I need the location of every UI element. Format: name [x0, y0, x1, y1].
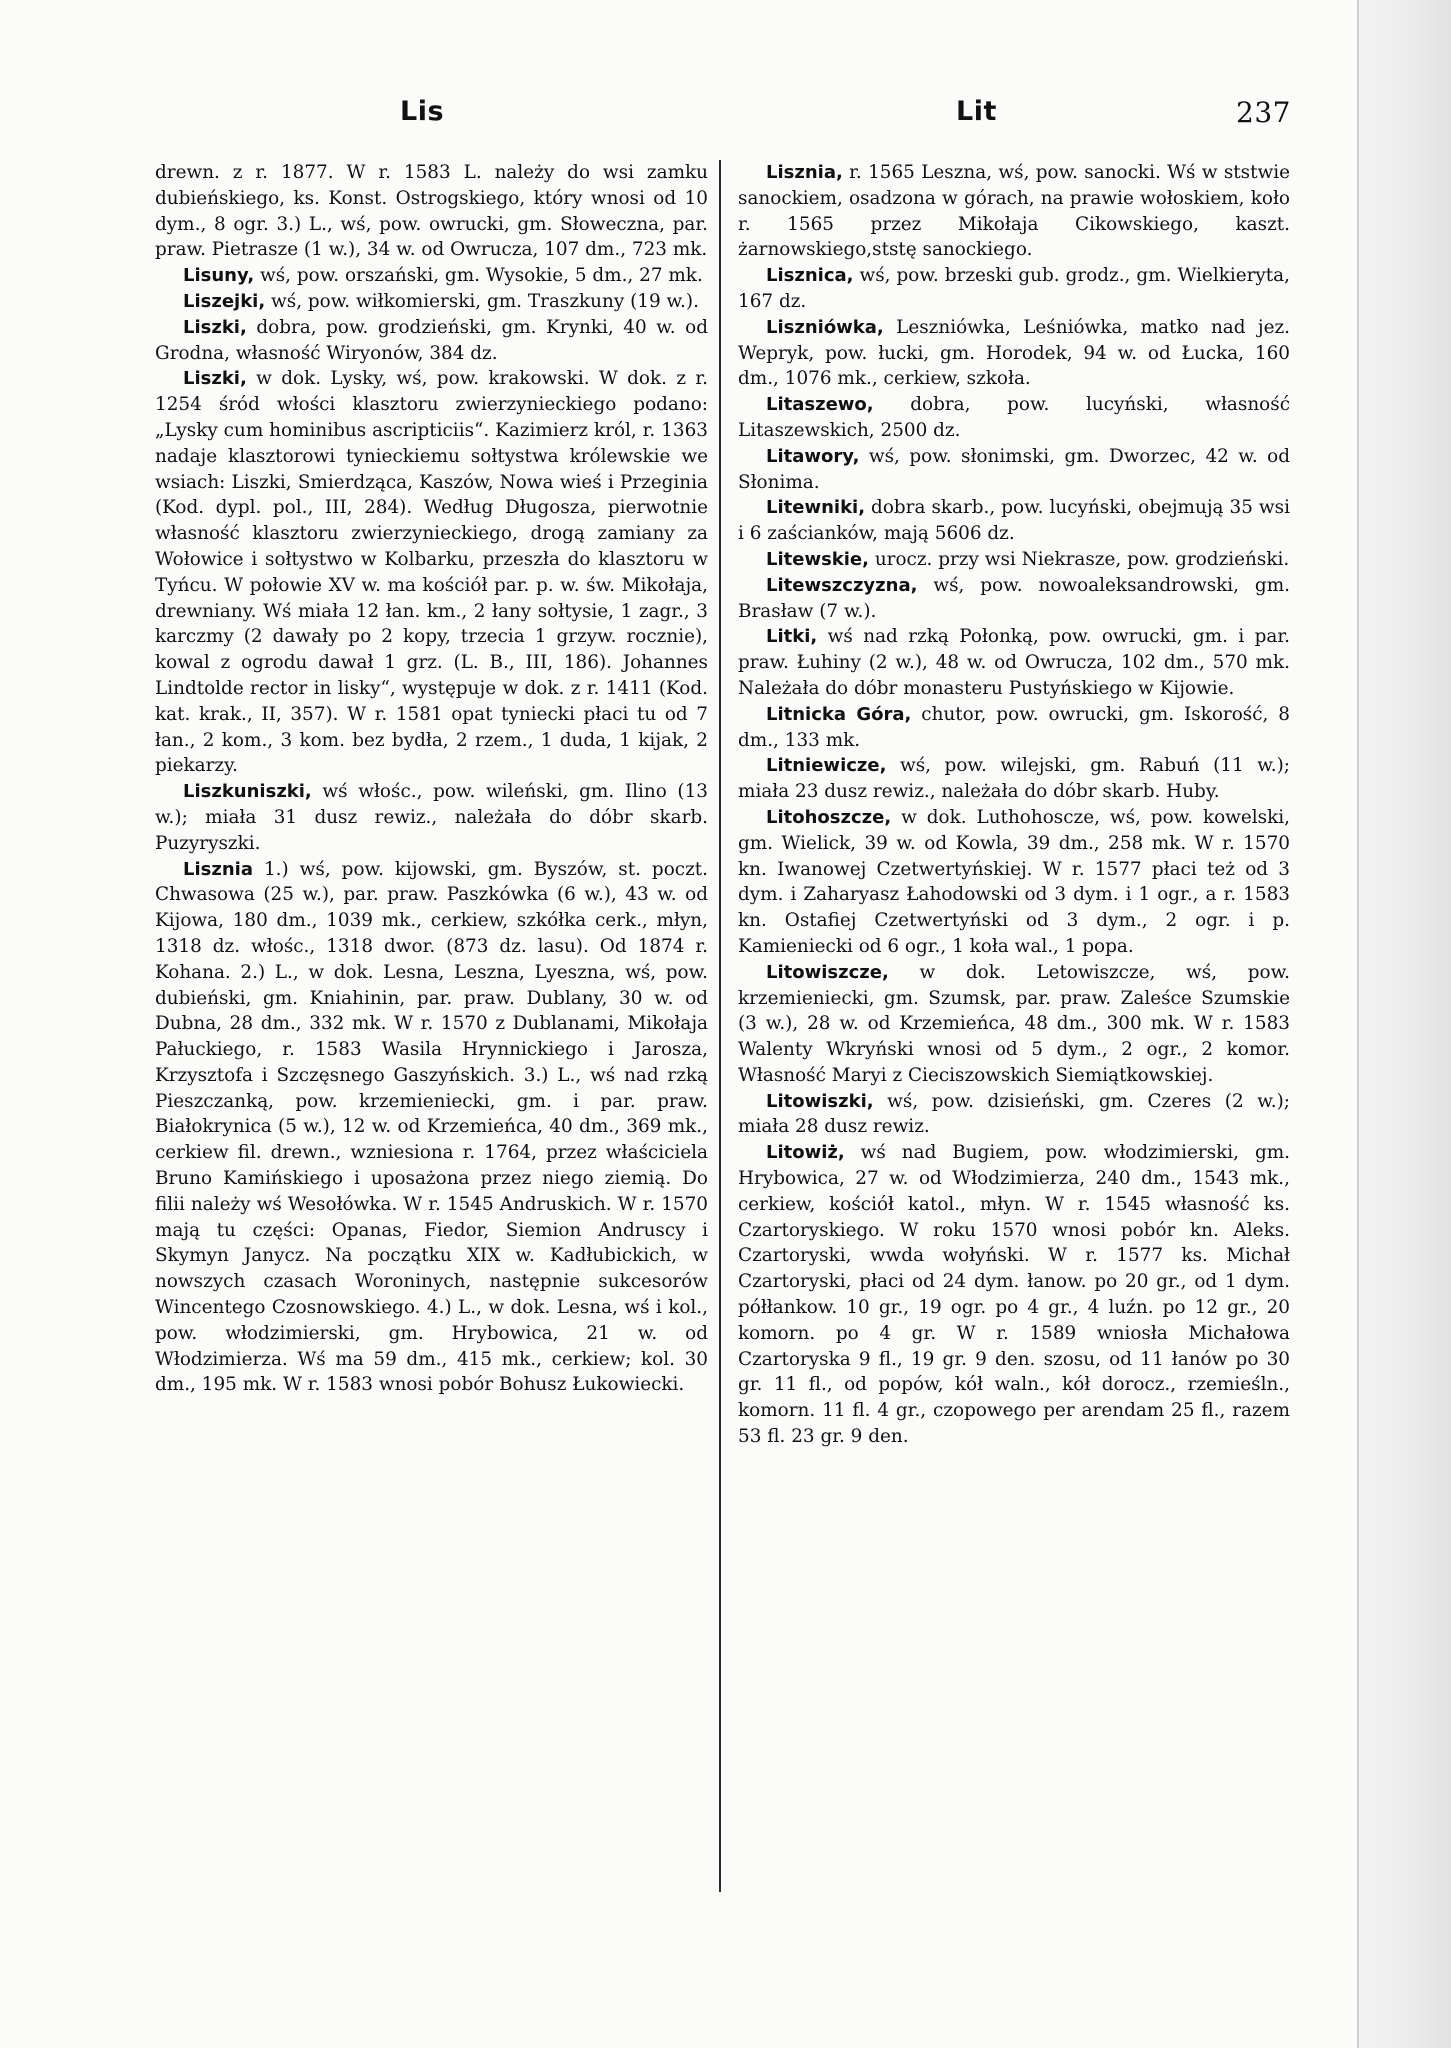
entry	[738, 1089, 1290, 1141]
entry	[738, 960, 1290, 1089]
entry-text: wś, pow. słonimski, gm. Dworzec, 42 w. od Słonima.	[738, 445, 1290, 493]
entry	[155, 366, 708, 779]
right-column	[738, 160, 1290, 1450]
entry-text: wś, pow. brzeski gub. grodz., gm. Wielkieryta, 167 dz.	[738, 265, 1290, 312]
entry-headword: Lisznia,	[766, 162, 843, 183]
entry-text: dobra, pow. grodzieński, gm. Krynki, 40 w. od Grodna, własność Wiryonów, 384 dz.	[155, 316, 708, 364]
entry-text: w dok. Letowiszcze, wś, pow. krzemieniecki, gm. Szumsk, par. praw. Zaleśce Szumskie (3 w.), 28 w. od Krzemieńca, 48 dm., 300 mk. W r. 1583 Walenty Wkryński wnosi od 5 dym., 2 ogr., 2 komor. Własność Maryi z Cieciszowskich Siemiątkowskiej.	[738, 961, 1290, 1086]
entry	[155, 857, 708, 1399]
entry-text: urocz. przy wsi Niekrasze, pow. grodzieński.	[868, 548, 1290, 570]
entry-text: wś, pow. orszański, gm. Wysokie, 5 dm., 27 mk.	[254, 265, 703, 287]
running-head-center: Lit	[956, 96, 997, 127]
entry	[738, 624, 1290, 701]
entry-text: w dok. Luthohoscze, wś, pow. kowelski, gm. Wielick, 39 w. od Kowla, 39 dm., 258 mk. W r. 1570 kn. Iwanowej Czetwertyńskiej. W r. 1577 płaci też od 3 dym. i Zaharyasz Łahodowski od 3 dym. i 1 ogr., a r. 1583 kn. Ostafiej Czetwertyński od 3 dym., 2 ogr. i p. Kamieniecki od 6 ogr., 1 koła wal., 1 popa.	[738, 806, 1290, 957]
entry-text: wś, pow. wiłkomierski, gm. Traszkuny (19 w.).	[265, 290, 699, 312]
entry	[738, 573, 1290, 625]
entry-headword: Lisuny,	[183, 265, 255, 287]
entry-text: r. 1565 Leszna, wś, pow. sanocki. Wś w ststwie sanockiem, osadzona w górach, na prawie wołoskiem, koło r. 1565 przez Mikołaja Cikowskiego, kaszt. żarnowskiego,ststę sanockiego.	[738, 162, 1290, 261]
entry-headword: Litnicka Góra,	[766, 703, 912, 725]
entry	[738, 444, 1290, 496]
entry	[155, 779, 708, 856]
entry-headword: Litowiż,	[766, 1142, 845, 1164]
entry-text: wś nad Bugiem, pow. włodzimierski, gm. Hrybowica, 27 w. od Włodzimierza, 240 dm., 1543 mk., cerkiew, kościół katol., młyn. W r. 1545 własność ks. Czartoryskiego. W roku 1570 wnosi pobór kn. Aleks. Czartoryski, wwda wołyński. W r. 1577 ks. Michał Czartoryski, płaci od 24 dym. łanow. po 20 gr., od 1 dym. półłankow. 10 gr., 19 ogr. po 4 gr., 4 luźn. po 12 gr., 20 komorn. po 4 gr. W r. 1589 wniosła Michałowa Czartoryska 9 fl., 19 gr. 9 den. szosu, od 11 łanów po 30 gr. 11 fl., od popów, kół waln., kół dorocz., rzemieśln., komorn. 11 fl. 4 gr., czopowego per arendam 25 fl., razem 53 fl. 23 gr. 9 den.	[738, 1142, 1290, 1448]
entry	[738, 753, 1290, 805]
entry-headword: Liszejki,	[183, 290, 266, 312]
entry	[738, 547, 1290, 573]
entry	[155, 289, 708, 315]
entry-text: w dok. Lysky, wś, pow. krakowski. W dok. z r. 1254 śród włości klasztoru zwierzynieckiego podano: „Lysky cum hominibus ascripticiis“. Kazimierz król, r. 1363 nadaje klasztorowi tynieckiemu sołtystwa królewskie we wsiach: Liszki, Smierdząca, Kaszów, Nowa wieś i Przeginia (Kod. dypl. pol., III, 284). Według Długosza, pierwotnie własność klasztoru zwierzynieckiego, drogą zamiany za Wołowice i sołtystwo w Kolbarku, przeszła do klasztoru w Tyńcu. W połowie XV w. ma kościół par. p. w. św. Mikołaja, drewniany. Wś miała 12 łan. km., 2 łany sołtysie, 1 zagr., 3 karczmy (2 dawały po 2 kopy, trzecia 1 grzyw. rocznie), kowal z ogrodu dawał 1 grz. (L. B., III, 186). Johannes Lindtolde rector in lisky“, występuje w dok. z r. 1411 (Kod. kat. krak., II, 357). W r. 1581 opat tyniecki płaci tu od 7 łan., 2 kom., 3 kom. bez bydła, 2 rzem., 1 duda, 1 kijak, 2 piekarzy.	[155, 368, 708, 777]
entry	[155, 160, 708, 263]
entry-text: wś, pow. nowoaleksandrowski, gm. Brasław (7 w.).	[738, 574, 1290, 622]
entry	[738, 263, 1290, 315]
entry	[738, 160, 1290, 263]
entry-headword: Litniewicze,	[766, 755, 887, 777]
entry	[738, 495, 1290, 547]
entry-text: 1.) wś, pow. kijowski, gm. Byszów, st. poczt. Chwasowa (25 w.), par. praw. Paszkówka (6 w.), 43 w. od Kijowa, 180 dm., 1039 mk., cerkiew, szkółka cerk., młyn, 1318 dz. włośc., 1318 dwor. (873 dz. lasu). Od 1874 r. Kohana. 2.) L., w dok. Lesna, Leszna, Lyeszna, wś, pow. dubieński, gm. Kniahinin, par. praw. Dublany, 30 w. od Dubna, 28 dm., 332 mk. W r. 1570 z Dublanami, Mikołaja Pałuckiego, r. 1583 Wasila Hrynnickiego i Jarosza, Krzysztofa i Szczęsnego Gaszyńskich. 3.) L., wś nad rzką Pieszczanką, pow. krzemieniecki, gm. i par. praw. Białokrynica (5 w.), 12 w. od Krzemieńca, 40 dm., 369 mk., cerkiew fil. drewn., wzniesiona r. 1764, przez właściciela Bruno Kamińskiego i uposażona przez niego ziemią. Do filii należy wś Wesołówka. W r. 1545 Andruskich. W r. 1570 mają tu części: Opanas, Fiedor, Siemion Andruscy i Skymyn Janycz. Na początku XIX w. Kadłubickich, w nowszych czasach Woroninych, następnie sukcesorów Wincentego Czosnowskiego. 4.) L., w dok. Lesna, wś i kol., pow. włodzimierski, gm. Hrybowica, 21 w. od Włodzimierza. Wś ma 59 dm., 415 mk., cerkiew; kol. 30 dm., 195 mk. W r. 1583 wnosi pobór Bohusz Łukowiecki.	[155, 858, 708, 1396]
page-edge	[1359, 0, 1451, 2048]
entry-headword: Litawory,	[766, 445, 860, 467]
entry-text: wś nad rzką Połonką, pow. owrucki, gm. i par. praw. Łuhiny (2 w.), 48 w. od Owrucza, 102 dm., 570 mk. Należała do dóbr monasteru Pustyńskiego w Kijowie.	[738, 626, 1290, 699]
entry-headword: Litki,	[766, 626, 818, 648]
entry-text: wś, pow. wilejski, gm. Rabuń (11 w.); miała 23 dusz rewiz., należała do dóbr skarb. Huby.	[738, 755, 1290, 803]
running-head-left: Lis	[400, 96, 445, 127]
entry-text: wś, pow. dzisieński, gm. Czeres (2 w.); miała 28 dusz rewiz.	[738, 1090, 1290, 1138]
entry-text: Leszniówka, Leśniówka, matko nad jez. Wepryk, pow. łucki, gm. Horodek, 94 w. od Łucka, 160 dm., 1076 mk., cerkiew, szkoła.	[738, 316, 1290, 390]
entry	[155, 263, 708, 289]
entry	[738, 702, 1290, 754]
left-column	[155, 160, 708, 1398]
entry-text: wś włośc., pow. wileński, gm. Ilino (13 w.); miała 31 dusz rewiz., należała do dóbr skarb. Puzyryszki.	[155, 781, 708, 854]
entry-headword: Litohoszcze,	[766, 806, 892, 828]
entry-headword: Litaszewo,	[766, 394, 874, 416]
entry-headword: Liszkuniszki,	[183, 781, 312, 803]
entry-headword: Litowiszcze,	[766, 961, 889, 983]
entry-headword: Liszniówka,	[766, 316, 884, 338]
entry	[738, 1140, 1290, 1450]
entry-text: drewn. z r. 1877. W r. 1583 L. należy do wsi zamku dubieńskiego, ks. Konst. Ostrogskiego, który wnosi od 10 dym., 8 ogr. 3.) L., wś, pow. owrucki, gm. Słoweczna, par. praw. Pietrasze (1 w.), 34 w. od Owrucza, 107 dm., 723 mk.	[155, 162, 708, 261]
entry-headword: Lisznica,	[766, 265, 854, 287]
entry-headword: Litewniki,	[766, 497, 866, 519]
page-number: 237	[1236, 96, 1291, 129]
entry-headword: Liszki,	[183, 368, 247, 390]
column-divider	[719, 160, 721, 1892]
entry-headword: Lisznia	[183, 858, 253, 880]
entry-headword: Litewskie,	[766, 548, 869, 570]
entry-text: dobra skarb., pow. lucyński, obejmują 35 wsi i 6 zaścianków, mają 5606 dz.	[738, 497, 1290, 545]
entry	[738, 805, 1290, 960]
entry	[155, 315, 708, 367]
entry-headword: Litowiszki,	[766, 1090, 874, 1112]
entry-headword: Liszki,	[183, 316, 247, 338]
entry	[738, 315, 1290, 392]
entry-text: dobra, pow. lucyński, własność Litaszewskich, 2500 dz.	[738, 394, 1290, 441]
entry-text: chutor, pow. owrucki, gm. Iskorość, 8 dm., 133 mk.	[738, 703, 1290, 751]
entry-headword: Litewszczyzna,	[766, 574, 918, 596]
entry	[738, 392, 1290, 444]
